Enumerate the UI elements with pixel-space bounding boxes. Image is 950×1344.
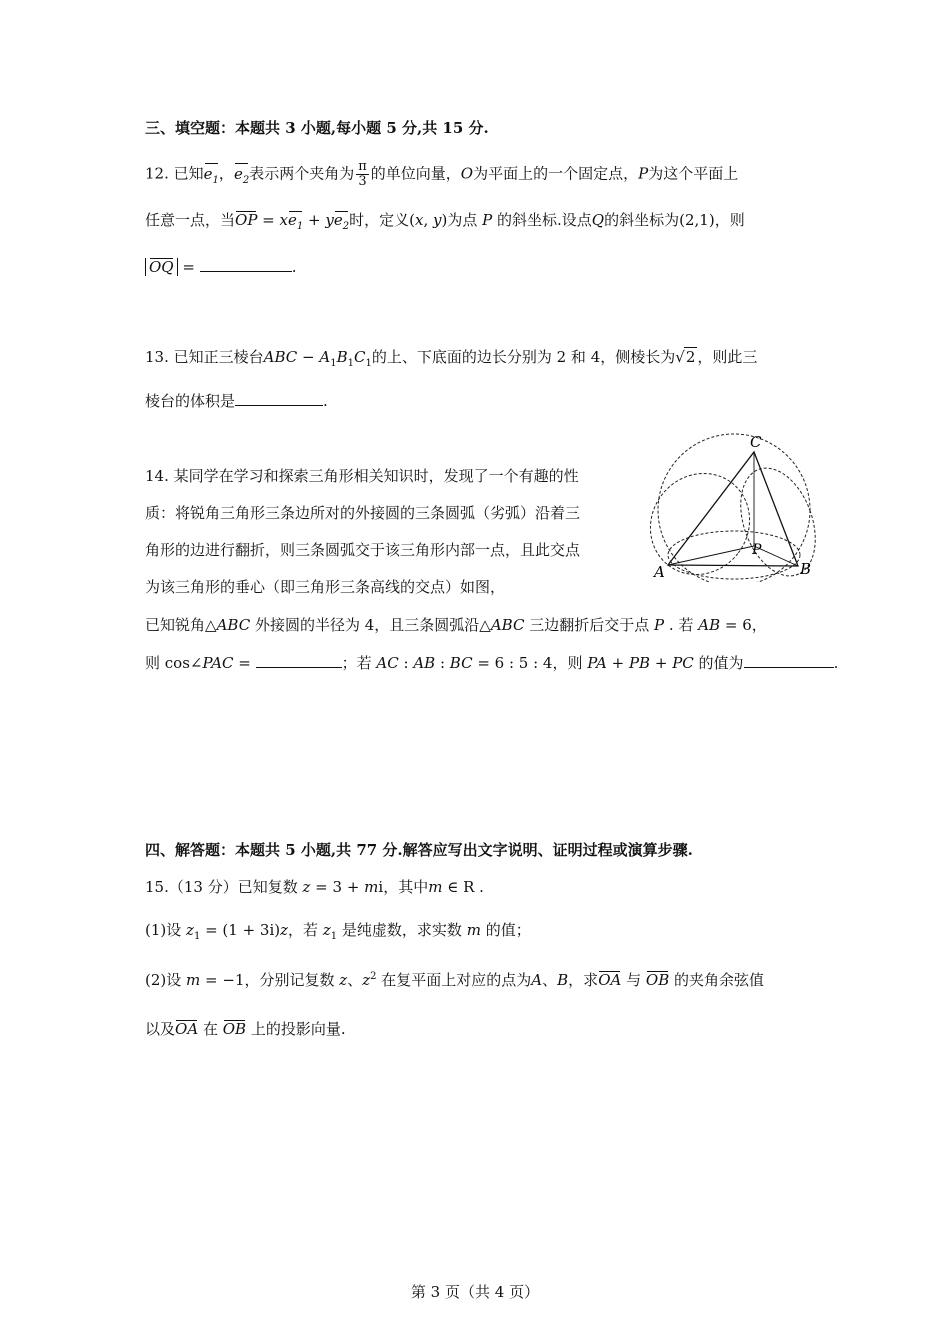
label-p: P [752,542,762,558]
question-15-part-2: (2)设 m = −1，分别记复数 z、$z^2$ 在复平面上对应的点为A、B，求OA 与 OB 的夹角余弦值 [145,971,765,989]
question-13-line-2: 棱台的体积是 . [145,392,328,410]
question-14-line-2: 质：将锐角三角形三条边所对的外接圆的三条圆弧（劣弧）沿着三 [145,504,581,522]
answer-blank-14b[interactable] [744,667,834,668]
circumcircle [658,434,810,582]
fraction-pi-over-3: $\frac{\pi}{3}$ [358,159,367,189]
answer-blank-12[interactable] [200,271,292,272]
section-4-heading: 四、解答题：本题共 5 小题,共 77 分.解答应写出文字说明、证明过程或演算步骤. [145,841,693,859]
label-b: B [800,560,812,578]
question-15-intro: 15.（13 分）已知复数 z = 3 + mi，其中m ∈ R . [145,878,484,896]
question-13-line-1: 13. 已知正三棱台ABC − $A_1B_1C_1$的上、下底面的边长分别为 2 和 4，侧棱长为√2 ，则此三 [145,348,758,369]
triangle-circumcircle-figure [650,432,820,582]
question-15-part-2-cont: 以及OA 在 OB 上的投影向量. [145,1020,346,1038]
answer-blank-14a[interactable] [256,667,342,668]
page-footer: 第 3 页（共 4 页） [410,1283,540,1301]
answer-blank-13[interactable] [235,405,323,406]
section-3-heading: 三、填空题：本题共 3 小题,每小题 5 分,共 15 分. [145,119,489,137]
question-14-line-6: 则 cos∠PAC = ；若 AC : AB : BC = 6 : 5 : 4，则 PA + PB + PC 的值为 . [145,654,839,672]
question-14-line-5: 已知锐角△ABC 外接圆的半径为 4，且三条圆弧沿△ABC 三边翻折后交于点 P . 若 AB = 6， [145,616,767,634]
question-12-line-2: 任意一点，当OP = $xe_1 + ye_2$时，定义(x, y)为点 P 的斜坐标.设点Q的斜坐标为(2,1)，则 [145,211,745,232]
triangle-abc [668,452,798,566]
question-14-line-3: 角形的边进行翻折，则三条圆弧交于该三角形内部一点，且此交点 [145,541,581,559]
question-12-line-1: 12. 已知$e_1$，$e_2$表示两个夹角为 $\frac{\pi}{3}$ 的单位向量，O为平面上的一个固定点，P为这个平面上 [145,160,738,192]
question-14-line-4: 为该三角形的垂心（即三角形三条高线的交点）如图， [145,578,506,596]
question-15-part-1: (1)设 $z_1 = (1 + 3i)z$，若 $z_1$ 是纯虚数，求实数 m 的值； [145,921,531,942]
question-14-line-1: 14. 某同学在学习和探索三角形相关知识时，发现了一个有趣的性 [145,467,579,485]
question-12-line-3: OQ = . [145,258,297,276]
label-c: C [750,433,762,451]
label-a: A [654,563,665,581]
